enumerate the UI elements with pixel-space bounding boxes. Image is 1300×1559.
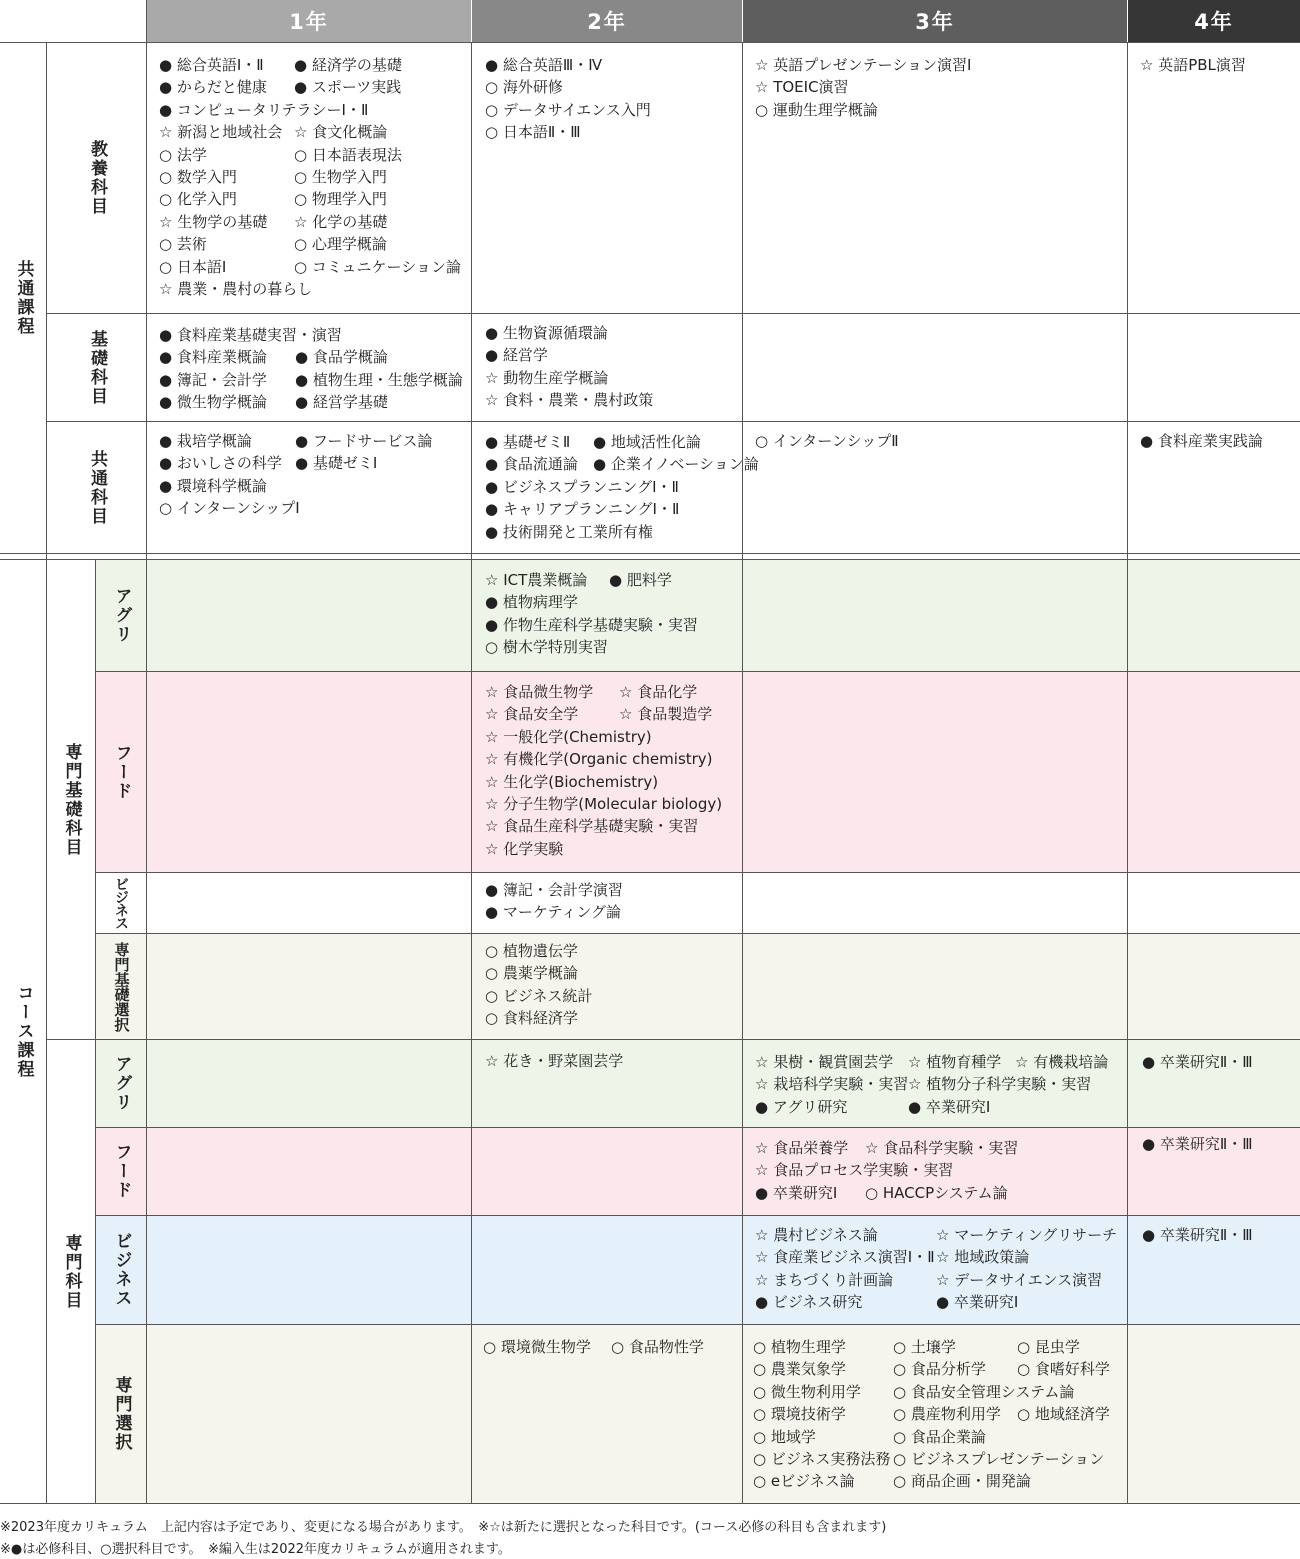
- label-course-course: コース課程: [13, 984, 34, 1079]
- line-sk-biz-bottom: [96, 933, 1300, 934]
- label-senmon-kiso: 専門基礎科目: [61, 742, 82, 857]
- subject-item: ○ 植物生理学: [753, 1338, 846, 1356]
- subject-item: ○ 食品安全管理システム論: [893, 1382, 1075, 1401]
- subject-item: ● キャリアプランニングⅠ・Ⅱ: [485, 500, 680, 519]
- subject-item: ☆ 農業・農村の暮らし: [159, 279, 313, 298]
- subject-item: ○ 数学入門: [159, 167, 237, 186]
- bg-senmonkiso-food: [96, 672, 1300, 873]
- subject-item: ○ 食品企業論: [893, 1427, 986, 1446]
- subject-item: ● 生物資源循環論: [485, 324, 608, 342]
- footnote-2: ※●は必修科目、○選択科目です。 ※編入生は2022年度カリキュラムが適用されます。: [0, 1542, 511, 1557]
- subject-item: ● 簿記・会計学: [159, 370, 267, 389]
- line-common-bottom-a: [0, 553, 1300, 554]
- line-sk-food-bottom: [96, 872, 1300, 873]
- label-sk-food: フード: [111, 743, 132, 801]
- subject-item: ○ 海外研修: [485, 78, 563, 97]
- line-kyoyo-bottom: [47, 313, 1300, 314]
- label-kiso: 基礎科目: [87, 329, 107, 406]
- subject-item: ☆ 食品プロセス学実験・実習: [755, 1161, 954, 1180]
- footnote-1: ※2023年度カリキュラム 上記内容は予定であり、変更になる場合があります。 ※☆は新たに選択となった科目です。(コース必修の科目も含まれます): [0, 1520, 887, 1535]
- subject-item: ● コンピュータリテラシーⅠ・Ⅱ: [159, 100, 369, 119]
- bg-senmonkiso-agri: [96, 560, 1300, 672]
- subject-item: ● 栽培学概論: [159, 432, 252, 450]
- line-common-bottom-b: [0, 559, 1300, 560]
- vline-y2: [471, 42, 472, 1503]
- subject-item: ○ インターンシップⅠ: [159, 499, 300, 518]
- line-kiso-bottom: [47, 421, 1300, 422]
- line-s-food-bottom: [96, 1215, 1300, 1216]
- subject-item: ○ 日本語Ⅱ・Ⅲ: [485, 123, 581, 142]
- subject-item: ☆ 植物分子科学実験・実習: [908, 1075, 1092, 1094]
- subject-item: ● 総合英語Ⅰ・Ⅱ: [159, 56, 264, 74]
- subject-item: ○ 生物学入門: [294, 167, 387, 186]
- subject-item: ☆ 栽培科学実験・実習: [755, 1075, 909, 1094]
- subject-item: ☆ 食品安全学: [485, 705, 579, 724]
- subject-item: ☆ 植物育種学: [908, 1053, 1002, 1071]
- subject-item: ○ eビジネス論: [753, 1472, 855, 1491]
- bg-senmon-agri: [96, 1040, 1300, 1128]
- subject-item: ● 簿記・会計学演習: [485, 881, 623, 899]
- bg-senmon-food: [96, 1128, 1300, 1216]
- header-year-4: 4年: [1128, 0, 1300, 42]
- subject-item: ○ 地域経済学: [1017, 1405, 1110, 1424]
- label-kyotsu: 共通科目: [87, 449, 107, 526]
- bg-senmon-business: [96, 1216, 1300, 1325]
- subject-item: ☆ マーケティングリサーチ: [936, 1226, 1118, 1244]
- subject-item: ● 食料産業基礎実習・演習: [159, 326, 342, 344]
- subject-item: ☆ 英語プレゼンテーション演習Ⅰ: [755, 56, 972, 74]
- subject-item: ☆ 食文化概論: [294, 123, 388, 142]
- subject-item: ☆ 食品化学: [619, 683, 698, 701]
- label-common-course: 共通課程: [13, 260, 34, 336]
- subject-item: ☆ 生物学の基礎: [159, 212, 268, 231]
- subject-item: ○ 日本語Ⅰ: [159, 257, 227, 276]
- subject-item: ● 環境科学概論: [159, 476, 267, 495]
- line-sk-agri-bottom: [96, 671, 1300, 672]
- label-s-food: フード: [111, 1143, 132, 1200]
- subject-item: ○ ビジネス統計: [485, 986, 593, 1005]
- subject-item: ☆ 農村ビジネス論: [755, 1226, 878, 1244]
- subject-item: ● 卒業研究Ⅱ・Ⅲ: [1142, 1226, 1253, 1244]
- subject-item: ☆ 新潟と地域社会: [159, 123, 283, 142]
- line-bottom: [0, 1503, 1300, 1504]
- subject-item: ● 食料産業実践論: [1140, 432, 1263, 450]
- bg-senmonkiso-elective: [96, 934, 1300, 1040]
- line-s-agri-bottom: [96, 1127, 1300, 1128]
- subject-item: ○ 食嗜好科学: [1017, 1360, 1110, 1379]
- header-year-2: 2年: [472, 0, 742, 42]
- subject-item: ● 卒業研究Ⅱ・Ⅲ: [1142, 1053, 1253, 1071]
- line-senmonkiso-bottom: [47, 1039, 1300, 1040]
- label-sk-agri: アグリ: [111, 587, 132, 644]
- subject-item: ☆ 食料・農業・農村政策: [485, 391, 654, 410]
- label-s-agri: アグリ: [111, 1055, 132, 1112]
- subject-item: ● フードサービス論: [295, 432, 433, 450]
- subject-item: ● 卒業研究Ⅱ・Ⅲ: [1142, 1135, 1253, 1153]
- subject-item: ☆ 一般化学(Chemistry): [485, 727, 652, 746]
- subject-item: ○ 心理学概論: [294, 235, 387, 254]
- subject-item: ● 経営学基礎: [295, 393, 388, 412]
- subject-item: ● 基礎ゼミⅡ: [485, 433, 571, 451]
- subject-item: ☆ 有機化学(Organic chemistry): [485, 750, 713, 769]
- subject-item: ● 地域活性化論: [593, 433, 701, 451]
- subject-item: ○ 植物遺伝学: [485, 942, 578, 960]
- subject-item: ● 卒業研究Ⅰ: [936, 1293, 1019, 1312]
- subject-item: ● スポーツ実践: [294, 78, 402, 97]
- subject-item: ○ 微生物利用学: [753, 1382, 861, 1401]
- subject-item: ☆ 英語PBL演習: [1140, 56, 1246, 74]
- line-top: [0, 42, 1300, 43]
- subject-item: ● 経営学: [485, 346, 548, 365]
- vline-y1: [146, 0, 147, 1503]
- subject-item: ○ 地域学: [753, 1427, 816, 1446]
- subject-item: ● 卒業研究Ⅰ: [908, 1097, 991, 1116]
- subject-item: ● マーケティング論: [485, 903, 622, 922]
- subject-item: ☆ 分子生物学(Molecular biology): [485, 794, 723, 813]
- subject-item: ☆ データサイエンス演習: [936, 1270, 1103, 1289]
- subject-item: ☆ ICT農業概論: [485, 571, 588, 589]
- subject-item: ● 卒業研究Ⅰ: [755, 1183, 838, 1202]
- subject-item: ☆ 食品科学実験・実習: [865, 1139, 1019, 1157]
- subject-item: ☆ TOEIC演習: [755, 78, 849, 97]
- subject-item: ○ 日本語表現法: [294, 145, 402, 164]
- subject-item: ● 食料産業概論: [159, 348, 267, 367]
- subject-item: ☆ 動物生産学概論: [485, 368, 609, 387]
- subject-item: ○ コミュニケーション論: [294, 257, 461, 276]
- subject-item: ☆ 食品生産科学基礎実験・実習: [485, 817, 699, 836]
- subject-item: ☆ 果樹・観賞園芸学: [755, 1053, 894, 1071]
- label-s-elective: 専門選択: [111, 1376, 132, 1452]
- subject-item: ☆ 食品製造学: [619, 705, 713, 724]
- subject-item: ○ 食品分析学: [893, 1360, 986, 1379]
- subject-item: ○ データサイエンス入門: [485, 100, 651, 119]
- subject-item: ● おいしさの科学: [159, 454, 282, 473]
- subject-item: ○ 環境微生物学: [483, 1338, 591, 1356]
- label-sk-business: ビジネス: [113, 877, 129, 929]
- label-s-business: ビジネス: [111, 1232, 132, 1308]
- subject-item: ○ 昆虫学: [1017, 1338, 1080, 1356]
- subject-item: ○ 物理学入門: [294, 190, 387, 209]
- line-s-biz-bottom: [96, 1324, 1300, 1325]
- subject-item: ☆ 食産業ビジネス演習Ⅰ・Ⅱ: [755, 1248, 935, 1267]
- subject-item: ☆ 生化学(Biochemistry): [485, 772, 659, 791]
- subject-item: ● 食品学概論: [295, 348, 388, 367]
- subject-item: ○ 食料経済学: [485, 1009, 578, 1028]
- label-senmon: 専門科目: [61, 1233, 82, 1310]
- subject-item: ☆ 花き・野菜園芸学: [485, 1052, 624, 1070]
- subject-item: ● アグリ研究: [755, 1097, 848, 1116]
- subject-item: ☆ 食品微生物学: [485, 683, 594, 701]
- subject-item: ○ 樹木学特別実習: [485, 638, 608, 657]
- subject-item: ○ 環境技術学: [753, 1405, 846, 1424]
- subject-item: ○ 法学: [159, 145, 207, 164]
- subject-item: ○ 農産物利用学: [893, 1405, 1001, 1424]
- vline-y3: [742, 42, 743, 1503]
- subject-item: ● 技術開発と工業所有権: [485, 522, 653, 541]
- subject-item: ● 植物生理・生態学概論: [295, 370, 463, 389]
- subject-item: ○ 食品物性学: [611, 1338, 704, 1356]
- label-sk-elective: 専門基礎選択: [112, 941, 131, 1032]
- subject-item: ● 作物生産科学基礎実験・実習: [485, 615, 698, 634]
- subject-item: ● 食品流通論: [485, 455, 578, 474]
- subject-item: ● 微生物学概論: [159, 393, 267, 412]
- header-year-3: 3年: [743, 0, 1127, 42]
- subject-item: ☆ 地域政策論: [936, 1248, 1030, 1267]
- subject-item: ○ 土壌学: [893, 1338, 956, 1356]
- label-kyoyo: 教養科目: [87, 140, 107, 216]
- subject-item: ○ HACCPシステム論: [865, 1183, 1008, 1202]
- subject-item: ○ ビジネスプレゼンテーション: [893, 1449, 1105, 1468]
- subject-item: ● 基礎ゼミⅠ: [295, 454, 378, 473]
- vline-y4: [1127, 42, 1128, 1503]
- subject-item: ○ 農薬学概論: [485, 964, 578, 983]
- subject-item: ● 総合英語Ⅲ・Ⅳ: [485, 56, 603, 74]
- subject-item: ○ インターンシップⅡ: [755, 432, 899, 450]
- subject-item: ☆ 化学実験: [485, 839, 564, 858]
- subject-item: ● からだと健康: [159, 78, 267, 97]
- subject-item: ○ 化学入門: [159, 190, 237, 209]
- subject-item: ☆ 食品栄養学: [755, 1139, 849, 1157]
- subject-item: ☆ まちづくり計画論: [755, 1270, 894, 1289]
- subject-item: ● ビジネスプランニングⅠ・Ⅱ: [485, 477, 679, 496]
- subject-item: ● ビジネス研究: [755, 1293, 863, 1312]
- subject-item: ● 経済学の基礎: [294, 56, 402, 74]
- subject-item: ○ 芸術: [159, 235, 207, 254]
- header-year-1: 1年: [147, 0, 471, 42]
- subject-item: ● 植物病理学: [485, 593, 578, 612]
- subject-item: ☆ 化学の基礎: [294, 212, 388, 231]
- subject-item: ○ 商品企画・開発論: [893, 1472, 1031, 1491]
- subject-item: ○ ビジネス実務法務: [753, 1449, 891, 1468]
- subject-item: ● 企業イノベーション論: [593, 455, 759, 474]
- subject-item: ○ 農業気象学: [753, 1360, 846, 1379]
- subject-item: ○ 運動生理学概論: [755, 100, 878, 119]
- subject-item: ● 肥料学: [609, 571, 672, 589]
- subject-item: ☆ 有機栽培論: [1015, 1053, 1109, 1071]
